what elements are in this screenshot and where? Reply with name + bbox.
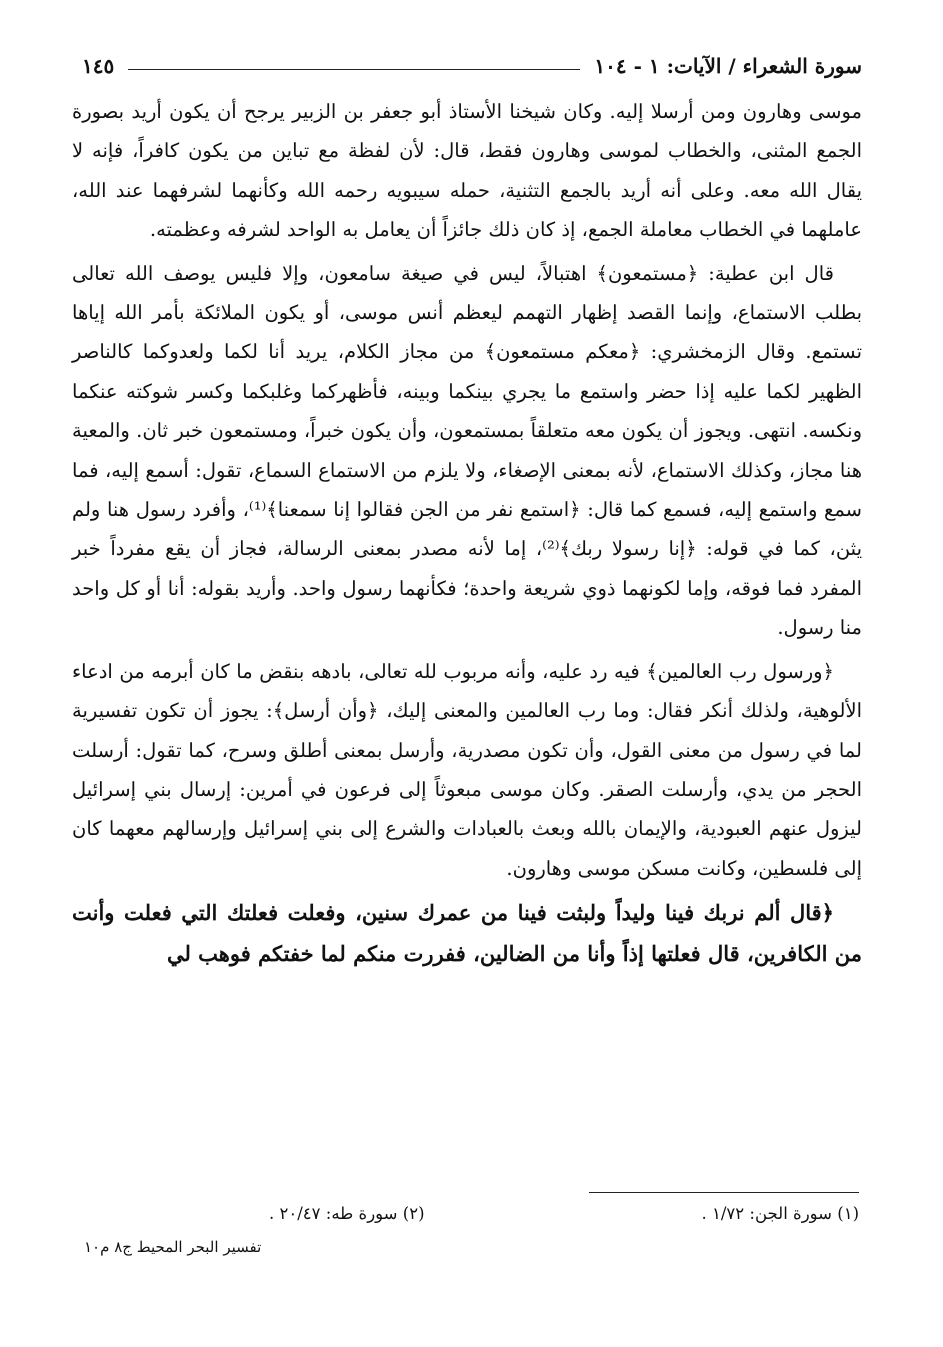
footnote-1: (١) سورة الجن: ١/٧٢ . — [701, 1204, 859, 1223]
quran-verse-paragraph: ﴿قال ألم نربك فينا وليداً ولبثت فينا من عمرك سنين، وفعلت فعلتك التي فعلت وأنت من الكافرين، قال فعلتها إذاً وأنا من الضالين، ففررت منكم لما خفتكم فوهب لي — [72, 900, 862, 967]
paragraph-2: قال ابن عطية: ﴿مستمعون﴾ اهتبالاً، ليس في صيغة سامعون، وإلا فليس يوصف الله تعالى بطلب الاستماع، وإنما القصد إظهار التهمم ليعظم أنس موسى، أو يكون الملائكة بأمر الله إياها تستمع. وقال الزمخشري: ﴿معكم مستمعون﴾ من مجاز الكلام، يريد أنا لكما ولعدوكما كالناصر الظهير لكما عليه إذا حضر واستمع ما يجري بينكما وبينه، فأظهركما وغلبكما وكسر شوكته عنكما ونكسه. انتهى. ويجوز أن يكون معه متعلقاً بمستمعون، وأن يكون خبراً، ومستمعون خبر ثان. والمعية هنا مجاز، وكذلك الاستماع، لأنه بمعنى الإصغاء، ولا يلزم من الاستماع السماع، تقول: أسمع إليه، فما سمع واستمع إليه، فسمع كما قال: ﴿استمع نفر من الجن فقالوا إنا سمعنا﴾⁽¹⁾، وأفرد رسول هنا ولم يثن، كما في قوله: ﴿إنا رسولا ربك﴾⁽²⁾، إما لأنه مصدر بمعنى الرسالة، فجاز أن يقع مفرداً خبر المفرد فما فوقه، وإما لكونهما ذوي شريعة واحدة؛ فكأنهما رسول واحد. وأريد بقوله: أنا أو كل واحد منا رسول. — [72, 261, 862, 640]
page-header — [82, 44, 862, 88]
page-body — [72, 92, 862, 978]
paragraph-1: موسى وهارون ومن أرسلا إليه. وكان شيخنا الأستاذ أبو جعفر بن الزبير يرجح أن يكون أريد بصورة الجمع المثنى، والخطاب لموسى وهارون فقط، قال: لأن لفظة مع تباين من يكون كافراً، فإنه لا يقال الله معه. وعلى أنه أريد بالجمع التثنية، حمله سيبويه رحمه الله وكأنهما لشرفهما عند الله، عاملهما في الخطاب معاملة الجمع، إذ كان ذلك جائزاً أن يعامل به الواحد لشرفه وعظمته. — [72, 100, 862, 242]
footnote-2: (٢) سورة طه: ٢٠/٤٧ . — [269, 1204, 425, 1223]
page-number: ١٤٥ — [82, 54, 115, 78]
footnote-rule — [589, 1192, 859, 1193]
header-rule — [128, 69, 580, 70]
paragraph-3: ﴿ورسول رب العالمين﴾ فيه رد عليه، وأنه مربوب لله تعالى، بادهه بنقض ما كان أبرمه من ادعاء الألوهية، ولذلك أنكر فقال: وما رب العالمين والمعنى إليك، ﴿وأن أرسل﴾: يجوز أن تكون تفسيرية لما في رسول من معنى القول، وأن تكون مصدرية، وأرسل بمعنى أطلق وسرح، كما تقول: أرسلت الحجر من يدي، وأرسلت الصقر. وكان موسى مبعوثاً إلى فرعون في أمرين: إرسال بني إسرائيل ليزول عنهم العبودية، والإيمان بالله وبعث بالعبادات والشرع إلى بني إسرائيل وإرسالهم معهما كان إلى فلسطين، وكانت مسكن موسى وهارون. — [72, 659, 863, 880]
book-signature: تفسير البحر المحيط ج٨ م١٠ — [84, 1238, 262, 1256]
footnotes — [159, 1204, 859, 1223]
running-title: سورة الشعراء / الآيات: ١ - ١٠٤ — [594, 54, 862, 78]
